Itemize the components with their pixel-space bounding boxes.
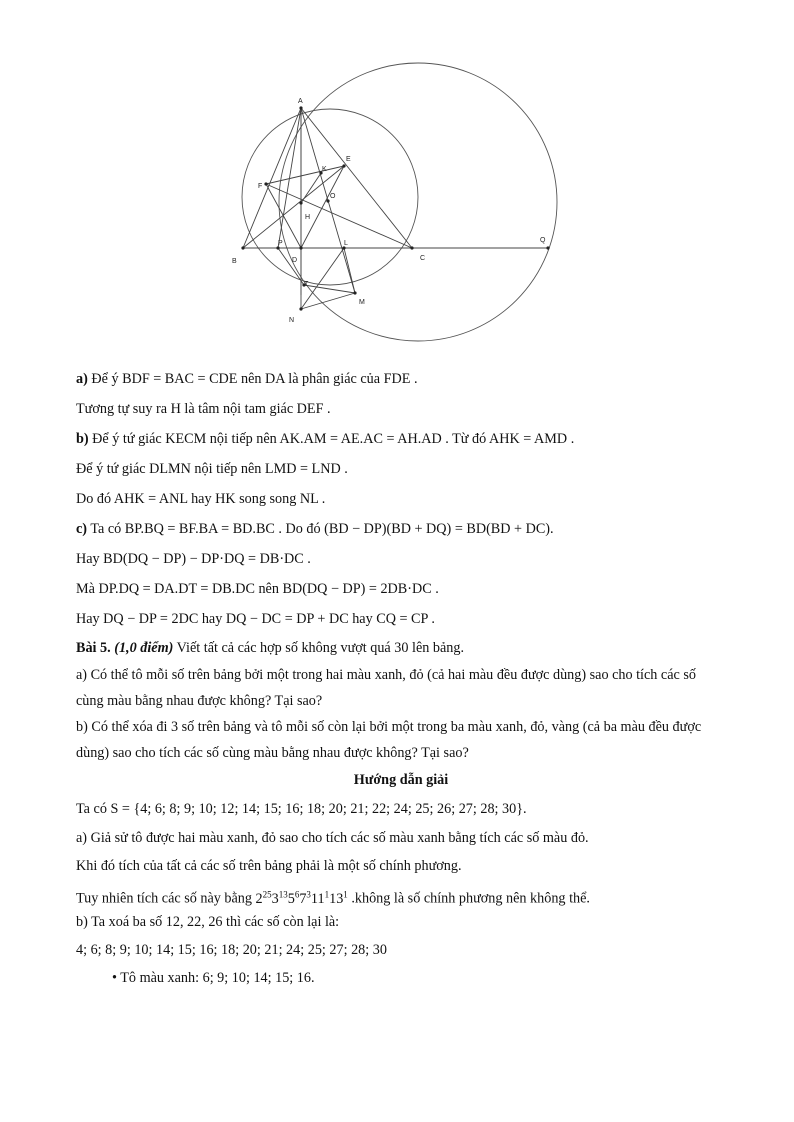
- solution-5a-line2: Khi đó tích của tất cả các số trên bảng phải là một số chính phương.: [76, 858, 462, 874]
- prime-base: 13: [329, 890, 344, 907]
- prime-base: 2: [255, 890, 263, 907]
- label-f: F: [258, 183, 263, 190]
- solution-5a-line3: Tuy nhiên tích các số này bằng $2^{25}3^{13}5^67^311^113^1$ .không là số chính phương nên không thể.: [76, 889, 590, 907]
- prime-exponent: 1: [324, 889, 330, 899]
- prime-base: 5: [287, 890, 295, 907]
- label-q: Q: [540, 237, 546, 244]
- prime-base: 11: [310, 890, 325, 907]
- solution-5b-line2: 4; 6; 8; 9; 10; 14; 15; 16; 18; 20; 21; 24; 25; 27; 28; 30: [76, 942, 387, 958]
- label-a: A: [298, 98, 303, 105]
- label-m: M: [359, 299, 365, 306]
- label-l: L: [344, 240, 348, 247]
- solution-5b-line1: b) Ta xoá ba số 12, 22, 26 thì các số còn lại là:: [76, 914, 340, 930]
- prime-exponent: 6: [294, 889, 300, 899]
- label-k: K: [322, 166, 327, 173]
- label-b: B: [232, 258, 237, 265]
- segment-pt: [278, 248, 304, 285]
- segment-ln: [301, 248, 344, 309]
- solution-c-line2: Hay BD(DQ − DP) − DP·DQ = DB·DC .: [76, 551, 311, 567]
- label-e: E: [346, 156, 351, 163]
- solution-b-line2: Để ý tứ giác DLMN nội tiếp nên LMD = LND .: [76, 461, 348, 477]
- solution-a-line2: Tương tự suy ra H là tâm nội tam giác DEF .: [76, 401, 331, 417]
- solution-5a-line1: a) Giả sử tô được hai màu xanh, đỏ sao cho tích các số màu xanh bằng tích các số màu đỏ.: [76, 830, 589, 846]
- segment-lm: [344, 248, 355, 293]
- prime-exponent: 13: [278, 889, 288, 899]
- label-p: P: [278, 240, 283, 247]
- label-c: C: [420, 255, 426, 262]
- prime-exponent: 25: [262, 889, 272, 899]
- prime-base: 7: [299, 890, 307, 907]
- segment-hk: [301, 173, 321, 203]
- solution-c-line1: c) Ta có BP.BQ = BF.BA = BD.BC . Do đó (BD − DP)(BD + DQ) = BD(BD + DC).: [76, 521, 554, 537]
- solution-b-line3: Do đó AHK = ANL hay HK song song NL .: [76, 491, 326, 507]
- label-n: N: [289, 317, 295, 324]
- segment-nm: [301, 293, 355, 309]
- document-body: [76, 364, 726, 992]
- label-h: H: [305, 214, 311, 221]
- label-o: O: [330, 193, 336, 200]
- solution-heading: Hướng dẫn giải: [353, 772, 449, 788]
- problem5-part-a: a) Có thể tô mỗi số trên bảng bởi một trong hai màu xanh, đỏ (cả hai màu đều được dùng) sao cho tích các số cùng màu bằng nhau được không? Tại sao?: [76, 667, 696, 709]
- label-t: T: [304, 281, 309, 288]
- prime-exponent: 3: [306, 889, 311, 899]
- label-d: D: [292, 257, 298, 264]
- prime-base: 3: [271, 890, 279, 907]
- geometry-figure: [220, 45, 570, 350]
- problem5-statement: Bài 5. (1,0 điểm) Viết tất cả các hợp số không vượt quá 30 lên bảng.: [76, 640, 465, 656]
- solution-b-line1: b) Để ý tứ giác KECM nội tiếp nên AK.AM = AE.AC = AH.AD . Từ đó AHK = AMD .: [76, 431, 575, 447]
- segment-be: [243, 166, 344, 248]
- set-line: Ta có S = {4; 6; 8; 9; 10; 12; 14; 15; 16; 18; 20; 21; 22; 24; 25; 26; 27; 28; 30}.: [76, 801, 527, 817]
- problem5-part-b: b) Có thể xóa đi 3 số trên bảng và tô mỗi số còn lại bởi một trong ba màu xanh, đỏ, vàng (cả ba màu đều được dùng) sao cho tích các số cùng màu bằng nhau được không? Tại sao?: [76, 719, 702, 761]
- prime-exponent: 1: [343, 889, 348, 899]
- solution-a-line1: a) Để ý BDF = BAC = CDE nên DA là phân giác của FDE .: [76, 371, 418, 387]
- segment-ed: [301, 166, 344, 248]
- solution-5b-bullet1: • Tô màu xanh: 6; 9; 10; 14; 15; 16.: [112, 970, 315, 986]
- solution-c-line4: Hay DQ − DP = 2DC hay DQ − DC = DP + DC hay CQ = CP .: [76, 611, 435, 627]
- solution-c-line3: Mà DP.DQ = DA.DT = DB.DC nên BD(DQ − DP) = 2DB·DC .: [76, 581, 439, 597]
- prime-product: [256, 891, 348, 907]
